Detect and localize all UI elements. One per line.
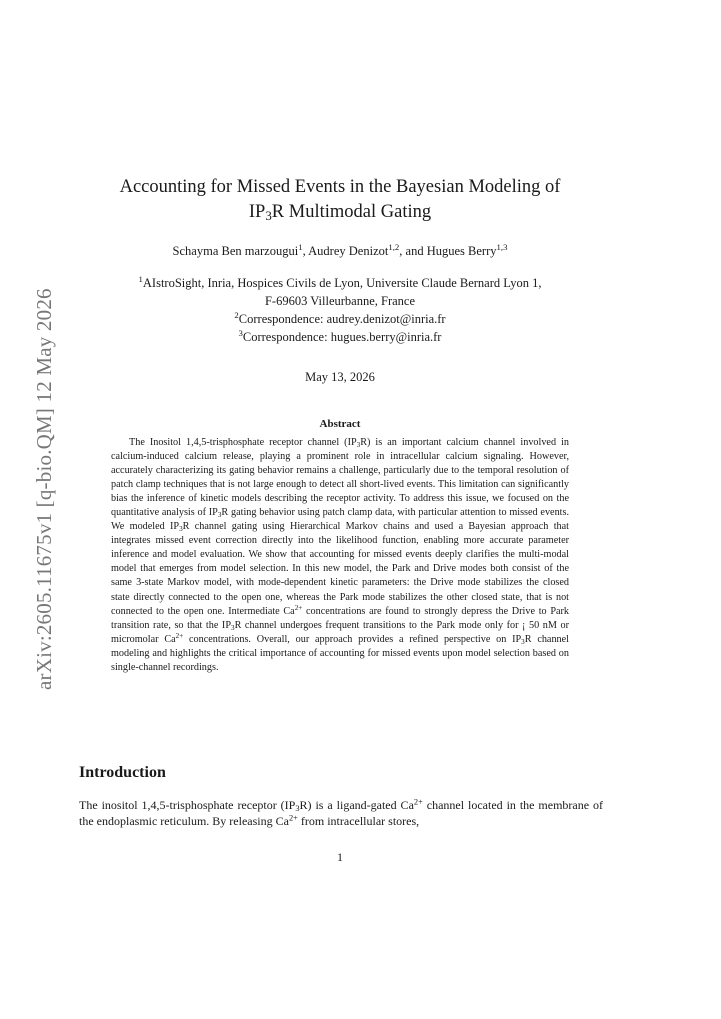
title-line-2: $IP_3R$ Multimodal Gating [248, 202, 432, 224]
author-affil-marker: 1 [298, 242, 303, 253]
page-number: 1 [337, 850, 343, 864]
affiliation-1-city: F-69603 Villeurbanne, France [264, 294, 416, 308]
author-name: Hugues Berry [426, 244, 497, 258]
author-affil-marker: 1,2 [388, 242, 400, 253]
author-affil-marker: 1,3 [496, 242, 508, 253]
arxiv-identifier-stamp[interactable]: arXiv:2605.11675v1 [q-bio.QM] 12 May 2026 [32, 288, 56, 690]
abstract-body: The Inositol 1,4,5-trisphosphate receptor channel $(IP_3R)$ is an important calcium channel involved in calcium-induced calcium release, playing a prominent role in intracellular calcium signaling. However, accurately characterizing its gating behavior remains a challenge, particularly due to the temporal resolution of patch clamp techniques that is not large enough to detect all short-lived events. This limitation can significantly bias the inference of kinetic models describing the receptor activity. To address this issue, we focused on the quantitative analysis of $IP_3R$ gating behavior using patch clamp data, with particular attention to missed events. We modeled $IP_3R$ channel gating using Hierarchical Markov chains and used a Bayesian approach that integrates missed event correction directly into the likelihood function, enabling more accurate parameter inference and model evaluation. We show that accounting for missed events deeply clarifies the multi-modal model that emerges from model selection. In this new model, the Park and Drive modes both consist of the same 3-state Markov model, with mode-dependent kinetic parameters: the Drive mode stabilizes the closed state directly connected to the open one, whereas the Park mode stabilizes the other closed state, that is not connected to the open one. Intermediate $Ca^{2+}$ concentrations are found to strongly depress the Drive to Park transition rate, so that the $IP_3R$ channel undergoes frequent transitions to the Park mode only for ¡ 50 nM or micromolar $Ca^{2+}$ concentrations. Overall, our approach provides a refined perspective on $IP_3R$ channel modeling and highlights the critical importance of accounting for missed events upon model selection based on single-channel recordings. [111, 437, 569, 673]
paper-title [80, 175, 600, 225]
affiliation-1: $^1$AIstroSight, Inria, Hospices Civils de Lyon, Universite Claude Bernard Lyon 1, [138, 274, 542, 290]
author-name: Schayma Ben marzougui [172, 244, 299, 258]
title-line-1: Accounting for Missed Events in the Bayesian Modeling of [119, 177, 561, 197]
affiliations [80, 274, 600, 346]
correspondence-2: $^2$Correspondence: audrey.denizot@inria.fr [234, 310, 446, 326]
introduction-paragraph: The inositol 1,4,5-trisphosphate receptor $(IP_3R)$ is a ligand-gated $Ca^{2+}$ channel located in the membrane of the endoplasmic reticulum. By releasing $Ca^{2+}$ from intracellular stores, [79, 797, 604, 828]
author-list: Schayma Ben marzougui$^1$, Audrey Denizot$^{1,2}$, and Hugues Berry$^{1,3}$ [172, 242, 508, 258]
abstract-heading: Abstract [319, 418, 361, 430]
correspondence-3: $^3$Correspondence: hugues.berry@inria.fr [238, 328, 442, 344]
paper-date: May 13, 2026 [305, 370, 375, 384]
section-heading-introduction: Introduction [79, 764, 166, 781]
author-name: Audrey Denizot [308, 244, 389, 258]
